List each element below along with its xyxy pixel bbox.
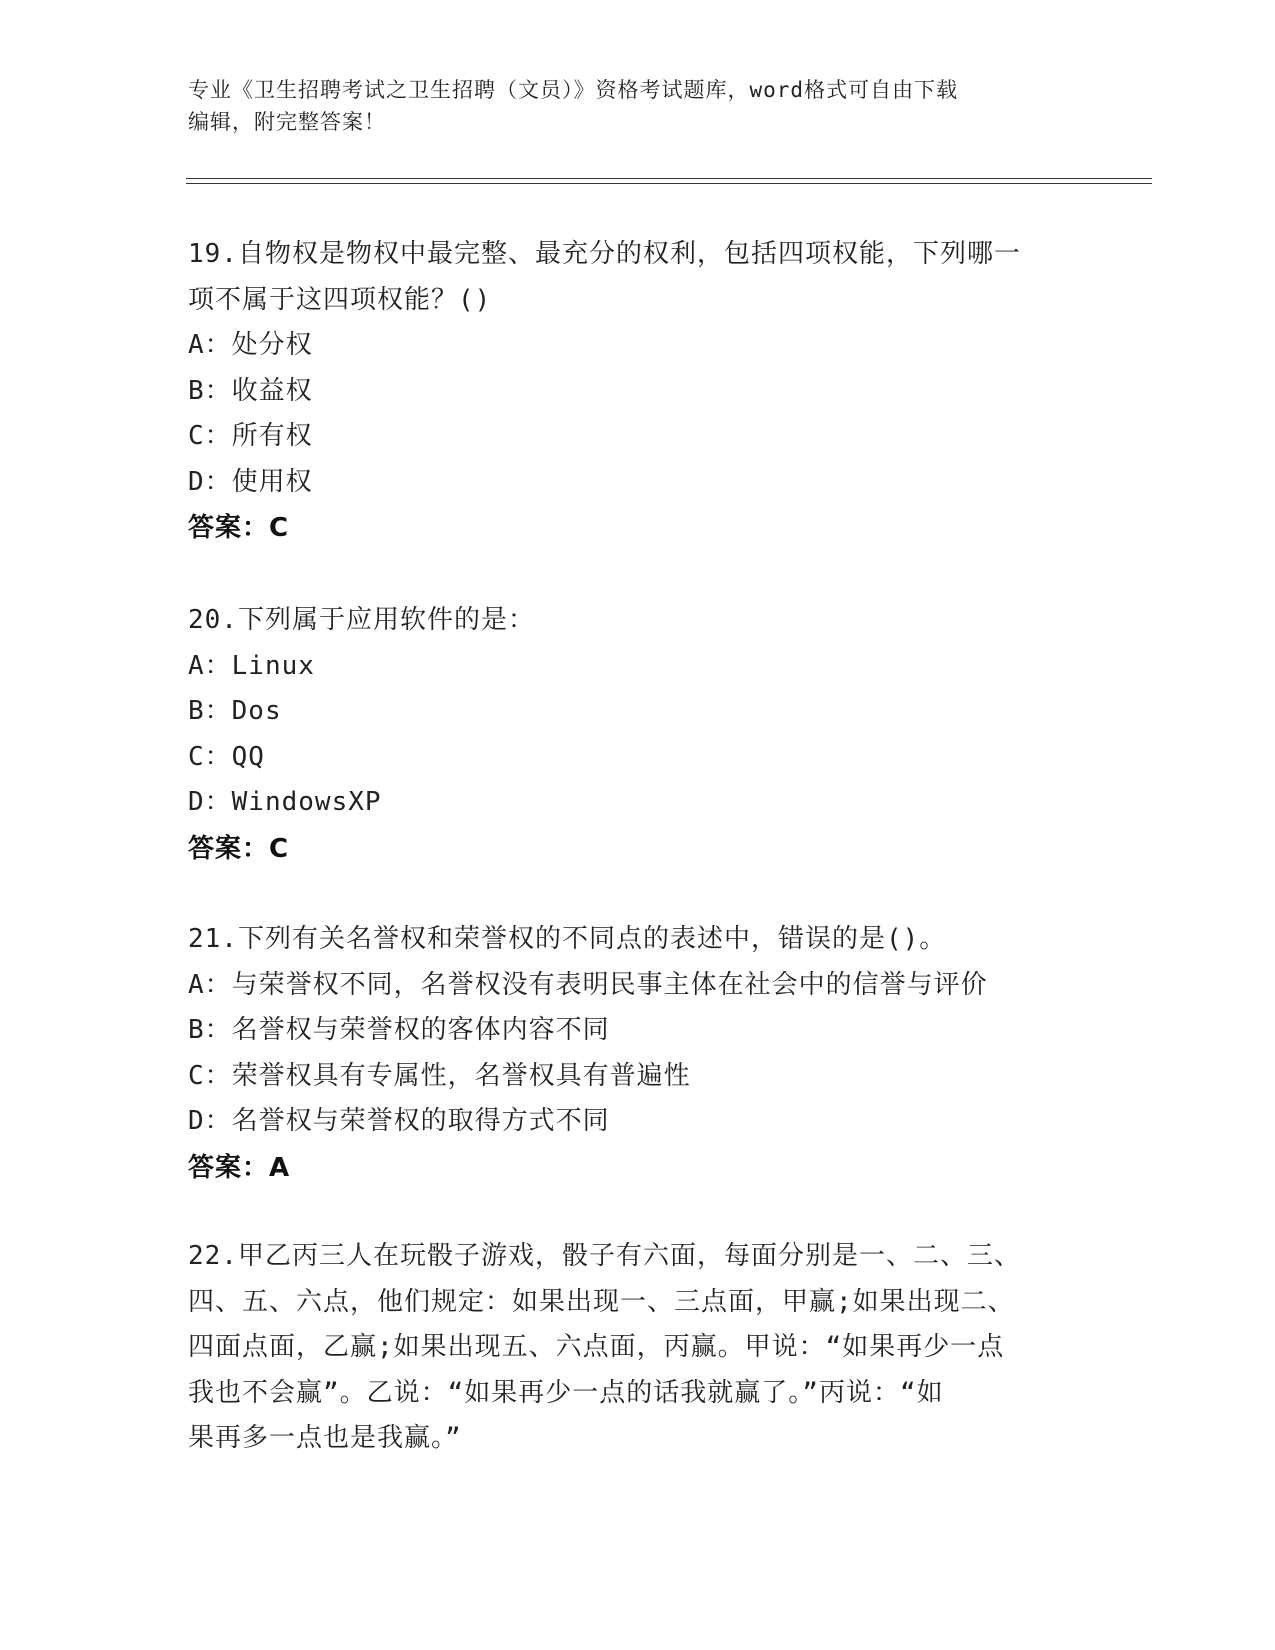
header-line-2: 编辑，附完整答案！ [188,110,386,134]
question-stem [188,1234,1088,1462]
option-a: A：Linux [188,650,315,681]
answer: 答案：C [188,833,290,864]
question-stem-line: 果再多一点也是我赢。” [188,1423,462,1453]
option-c: C：QQ [188,741,265,772]
option-d: D：WindowsXP [188,787,382,817]
option-a: A：与荣誉权不同，名誉权没有表明民事主体在社会中的信誉与评价 [188,969,988,1000]
question-stem-line: 我也不会赢”。乙说：“如果再少一点的话我就赢了。”丙说：“如 [188,1377,944,1408]
document-header [188,74,1088,138]
question-stem-line: 项不属于这四项权能？() [188,284,492,315]
question-stem [188,598,1088,644]
option-b: B：收益权 [188,375,313,406]
question-stem-line: 20.下列属于应用软件的是： [188,605,535,635]
question-21 [188,917,1088,1191]
answer: 答案：C [188,513,290,543]
option-b: B：名誉权与荣誉权的客体内容不同 [188,1015,610,1045]
header-line-1: 专业《卫生招聘考试之卫生招聘（文员）》资格考试题库，word格式可自由下载 [188,78,959,102]
option-d: D：使用权 [188,466,313,497]
question-stem-line: 21.下列有关名誉权和荣誉权的不同点的表述中，错误的是()。 [188,924,947,954]
option-c: C：所有权 [188,421,313,451]
question-20 [188,598,1088,872]
question-19 [188,232,1088,551]
answer: 答案：A [188,1152,291,1183]
question-stem-line: 四、五、六点，他们规定：如果出现一、三点面，甲赢;如果出现二、 [188,1286,1015,1317]
header-divider-top [186,178,1152,179]
question-stem [188,232,1088,323]
question-22 [188,1234,1088,1462]
question-stem [188,917,1088,963]
option-b: B：Dos [188,696,282,726]
question-stem-line: 22.甲乙丙三人在玩骰子游戏，骰子有六面，每面分别是一、二、三、 [188,1241,1021,1271]
question-stem-line: 19.自物权是物权中最完整、最充分的权利，包括四项权能，下列哪一 [188,239,1021,269]
option-a: A：处分权 [188,330,313,360]
header-divider-bottom [186,183,1152,184]
option-c: C：荣誉权具有专属性，名誉权具有普遍性 [188,1060,691,1091]
option-d: D：名誉权与荣誉权的取得方式不同 [188,1106,610,1136]
question-stem-line: 四面点面，乙赢;如果出现五、六点面，丙赢。甲说：“如果再少一点 [188,1332,1005,1362]
